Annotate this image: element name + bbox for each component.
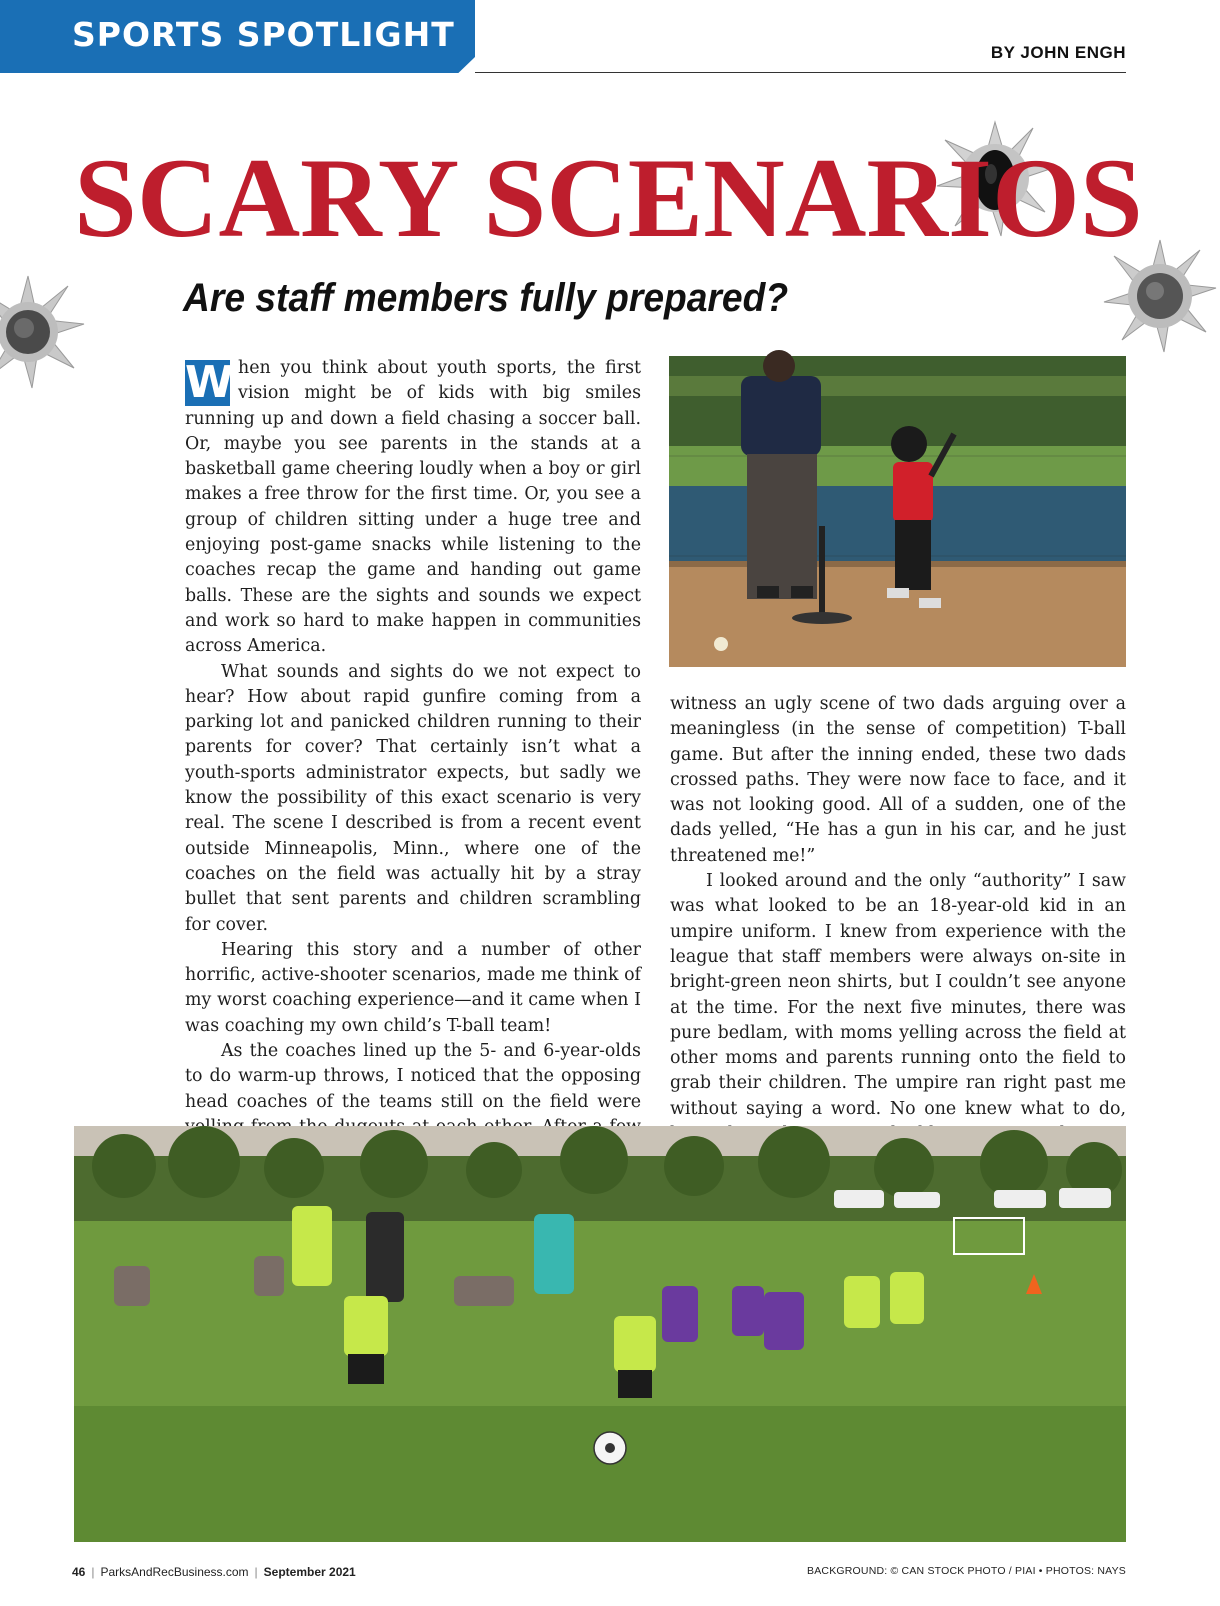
- page-number: 46: [72, 1565, 86, 1579]
- issue-date: September 2021: [263, 1565, 356, 1579]
- article-paragraph: [185, 356, 641, 660]
- drop-cap: W: [185, 357, 234, 408]
- article-paragraph: What sounds and sights do we not expect to hear? How about rapid gunfire coming from a parking lot and panicked children running to their parents for cover? That certainly isn’t what a youth-sports administrator expects, but sadly we know the possibility of this exact scenario is very real. The scene I described is from a recent event outside Minneapolis, Minn., where one of the coaches on the field was actually hit by a stray bullet that sent parents and children scrambling for cover.: [185, 661, 641, 935]
- paragraph-text: hen you think about youth sports, the first vision might be of kids with big smiles running up and down a field chasing a soccer ball. Or, maybe you see parents in the stands at a basketball game cheering loudly when a boy or girl makes a free throw for the first time. Or, you see a group of children sitting under a huge tree and enjoying post-game snacks while listening to the coaches recap the game and handing out game balls. These are the sights and sounds we expect and work so hard to make happen in communities across America.: [185, 358, 641, 657]
- section-label: SPORTS SPOTLIGHT: [72, 15, 455, 54]
- bullet-hole-icon: [0, 272, 88, 392]
- article-paragraph: As the coaches lined up the 5- and 6-year-olds to do warm-up throws, I noticed that the opposing head coaches of the teams still on the field were: [185, 1041, 641, 1112]
- article-paragraph: witness an ugly scene of two dads arguing over a meaningless (in the sense of competition) T-ball game. But after the inning ended, these two dads crossed paths. They were now face to face, and it was not looking good. All of a sudden, one of the dads yelled, “He has a gun in his car, and he just threatened me!”: [670, 694, 1126, 866]
- article-subtitle: Are staff members fully prepared?: [183, 276, 789, 320]
- article-paragraph: Hearing this story and a number of other horrific, active-shooter scenarios, made me think of my worst coaching experience—and it came when I was coaching my own child’s T-ball team!: [185, 939, 641, 1036]
- article-paragraph: I looked around and the only “authority” I saw was what looked to be an 18-year-old kid in an umpire uniform. I knew from experience with the league that staff members were always on-site in bright-green neon shirts, but I couldn’t see anyone at the time. For the next five minutes, there was pure bedlam, with moms yelling across the field at other moms and parents running onto the field to grab their children. The umpire ran right past me without saying a word. No one knew what to do,: [670, 871, 1126, 1119]
- photo-credits: BACKGROUND: © CAN STOCK PHOTO / PIAI • PHOTOS: NAYS: [807, 1565, 1126, 1577]
- website-link[interactable]: ParksAndRecBusiness.com: [100, 1565, 249, 1579]
- article-title: SCARY SCENARIOS: [74, 136, 1143, 261]
- footer-separator: |: [91, 1565, 95, 1579]
- header-rule: [475, 72, 1126, 73]
- article-column-right: [670, 692, 1126, 1119]
- byline: BY JOHN ENGH: [990, 43, 1126, 62]
- tball-photo: [669, 356, 1126, 667]
- article-column-left: [185, 356, 641, 1112]
- footer-separator: |: [254, 1565, 258, 1579]
- soccer-photo: [74, 1126, 1126, 1542]
- footer-left: [72, 1566, 356, 1578]
